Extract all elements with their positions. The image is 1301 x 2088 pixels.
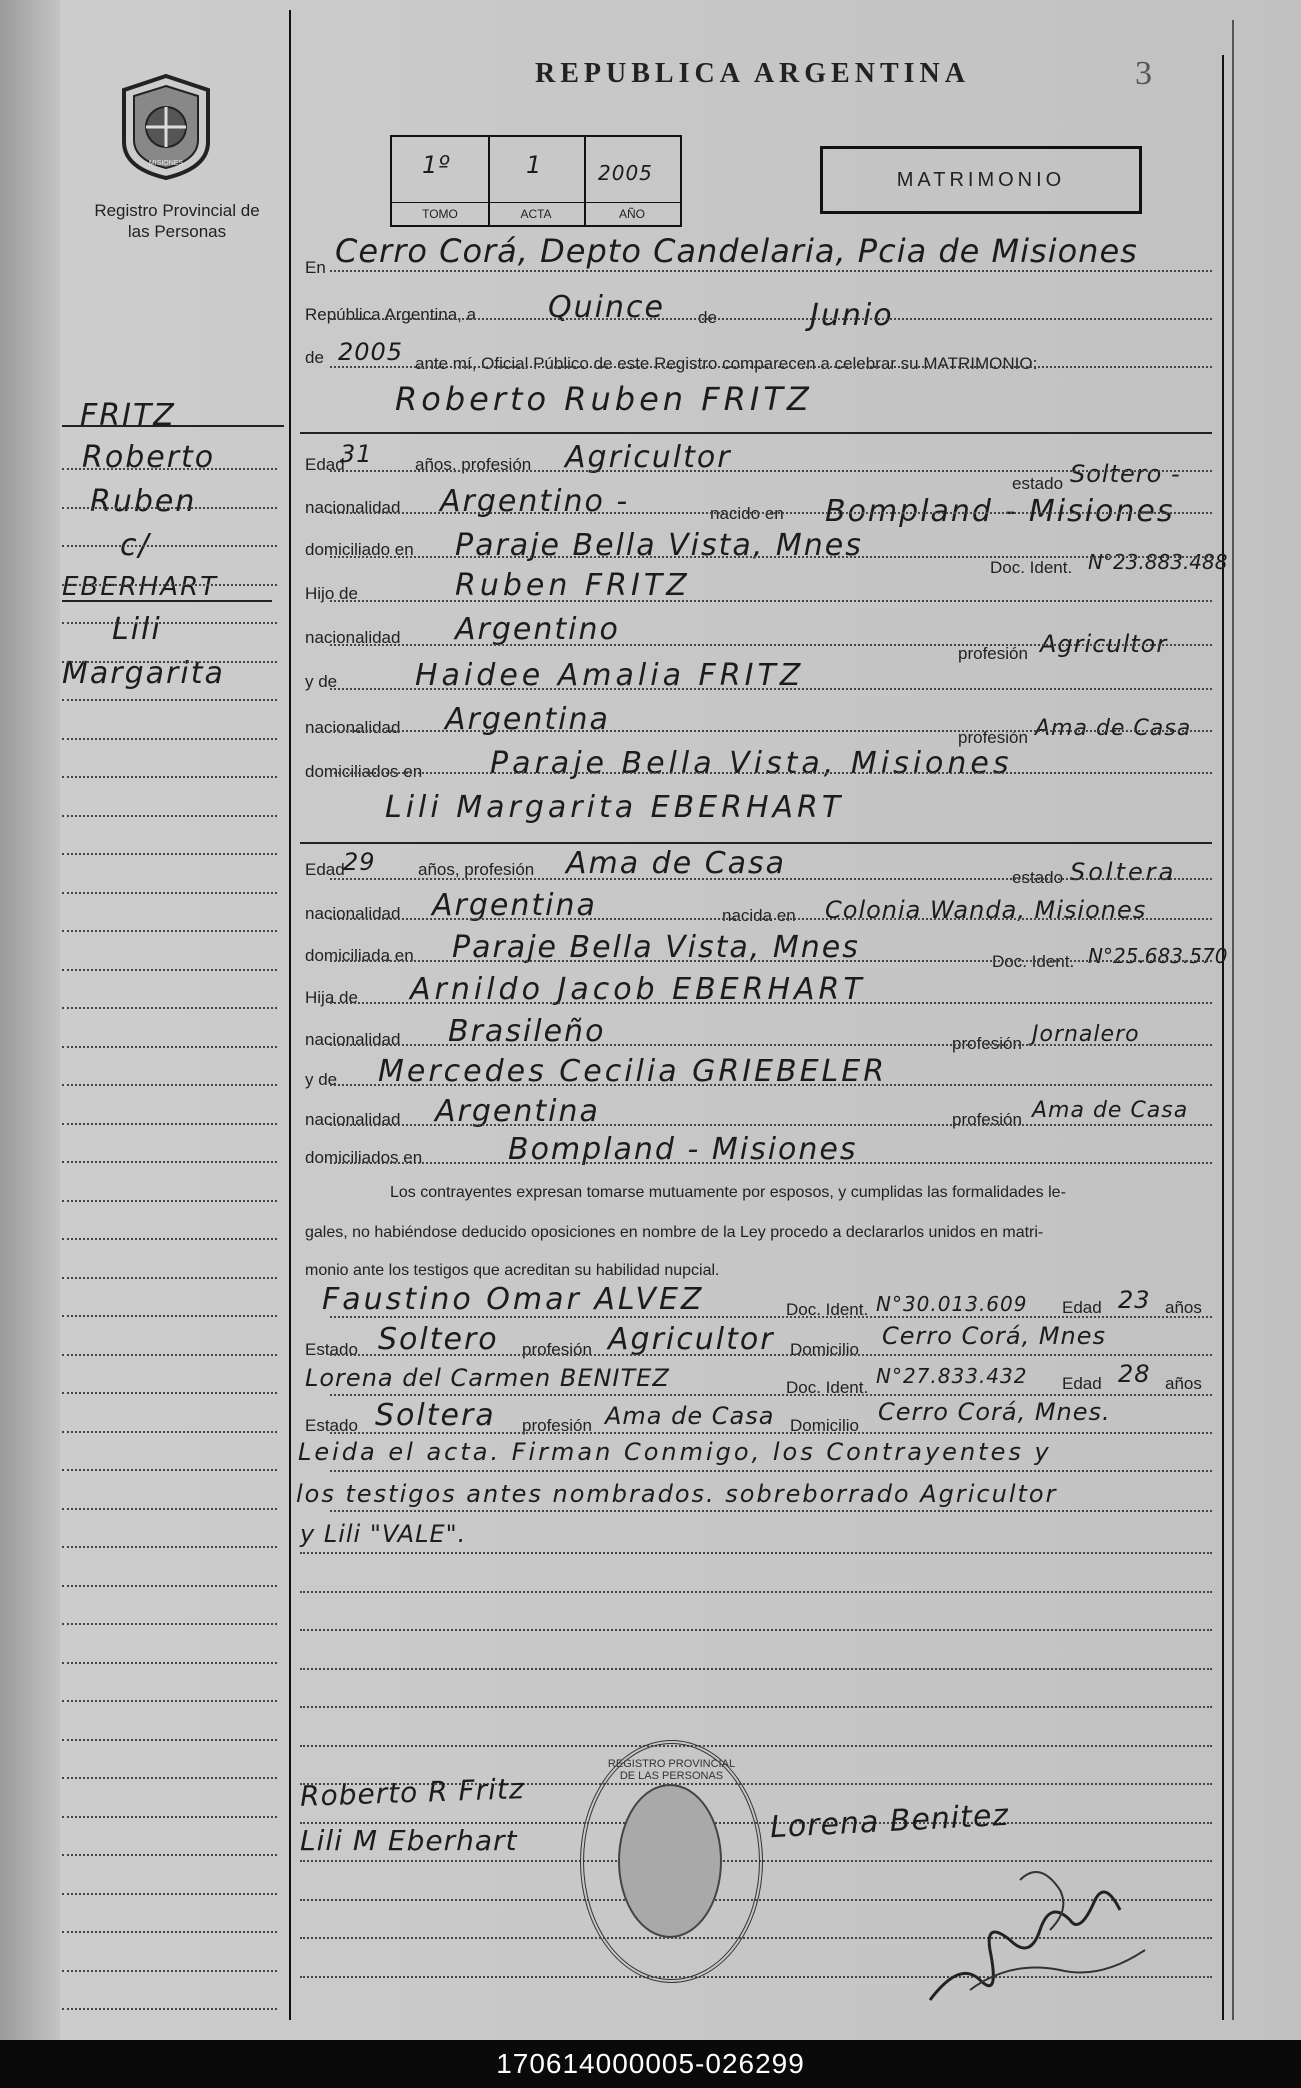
acta-label: ACTA [520,207,552,221]
document-code: 170614000005-026299 [0,2040,1301,2088]
note-line-1: Leida el acta. Firman Conmigo, los Contrayentes y [298,1438,1052,1466]
witness1-anios-label: años [1165,1298,1202,1317]
field-ruled-line [330,772,1212,774]
stamp-text: REGISTRO PROVINCIAL DE LAS PERSONAS [607,1758,736,1782]
bride-edad: 29 [343,848,376,876]
margin-line-4: c/ [120,528,151,563]
field-ruled-line [330,918,1212,920]
record-box [390,135,682,227]
registry-logo [118,72,214,182]
bride-estado-label: estado [1012,868,1064,887]
tomo-label: TOMO [422,207,458,221]
year-value: 2005 [338,338,404,366]
field-ruled-line [330,1432,1212,1434]
margin-ruled-line [62,468,277,470]
de-label: de [698,308,717,327]
field-ruled-line [330,556,1212,558]
groom-padre-prof-label: profesión [958,644,1028,663]
document-type-box: MATRIMONIO [820,146,1142,214]
bride-profesion: Ama de Casa [566,846,787,881]
groom-padre-prof: Agricultor [1040,630,1168,658]
margin-ruled-line [62,1739,277,1741]
groom-dom: Paraje Bella Vista, Mnes [455,528,863,563]
note-line-2: los testigos antes nombrados. sobreborrado Agricultor [296,1480,1058,1508]
bride-padre-prof-label: profesión [952,1034,1022,1053]
witness2-dom-label: Domicilio [790,1416,859,1435]
margin-line-5: EBERHART [62,572,219,602]
field-ruled-line [330,1044,1212,1046]
field-ruled-line [330,1124,1212,1126]
margin-ruled-line [62,1392,277,1394]
witness1-prof: Agricultor [608,1322,775,1357]
margin-line-3: Ruben [90,484,197,519]
witness2-edad-label: Edad [1062,1374,1102,1393]
bride-madre-prof: Ama de Casa [1032,1098,1189,1123]
witness1-prof-label: profesión [522,1340,592,1359]
field-ruled-line [330,1002,1212,1004]
witness1-estado: Soltero [378,1322,499,1357]
body-ruled-line [300,1745,1212,1747]
margin-line-1: FRITZ [80,398,176,433]
field-ruled-line [330,644,1212,646]
witness2-estado-label: Estado [305,1416,358,1435]
margin-ruled-line [62,1816,277,1818]
field-ruled-line [330,600,1212,602]
margin-ruled-line [62,507,277,509]
groom-madre-label: y de [305,672,338,691]
acta-value: 1 [526,151,543,179]
bride-padre-nac-label: nacionalidad [305,1030,401,1049]
field-ruled-line [330,1084,1212,1086]
field-ruled-line [330,366,1212,368]
republica-label: República Argentina, a [305,305,477,324]
groom-nac: Argentino - [440,484,630,519]
signature-groom: Roberto R Fritz [299,1772,526,1813]
binding-edge [0,0,60,2040]
groom-anios-label: años, profesión [415,455,532,474]
margin-ruled-line [62,1585,277,1587]
country-title: REPUBLICA ARGENTINA [535,58,970,89]
witness1-edad: 23 [1118,1286,1151,1314]
margin-ruled-line [62,1931,277,1933]
margin-ruled-line [62,1315,277,1317]
body-ruled-line [300,1629,1212,1631]
margin-ruled-line [62,545,277,547]
margin-ruled-line [62,1007,277,1009]
groom-madre: Haidee Amalia FRITZ [415,658,805,693]
bride-padre-prof: Jornalero [1032,1022,1140,1047]
declaration-line-1: Los contrayentes expresan tomarse mutuamente por esposos, y cumplidas las formalidades le- [390,1184,1066,1201]
bride-padres-dom-label: domiciliados en [305,1148,423,1167]
margin-ruled-line [62,584,277,586]
body-ruled-line [300,1591,1212,1593]
field-ruled-line [330,1162,1212,1164]
margin-ruled-line [62,1662,277,1664]
groom-nac-label: nacionalidad [305,498,401,517]
bride-madre-nac-label: nacionalidad [305,1110,401,1129]
margin-ruled-line [62,1508,277,1510]
bride-madre: Mercedes Cecilia GRIEBELER [378,1054,888,1089]
place-value: Cerro Corá, Depto Candelaria, Pcia de Misiones [335,232,1138,270]
margin-ruled-line [62,1277,277,1279]
bride-madre-prof-label: profesión [952,1110,1022,1129]
right-border-2 [1232,20,1234,2020]
margin-ruled-line [62,1777,277,1779]
body-ruled-line [300,1668,1212,1670]
witness2-anios-label: años [1165,1374,1202,1393]
groom-padres-dom-label: domiciliados en [305,762,423,781]
witness2-doc: N°27.833.432 [876,1364,1028,1388]
groom-padre: Ruben FRITZ [455,568,691,603]
month-value: Junio [810,298,894,333]
margin-ruled-line [62,1893,277,1895]
bride-nac-label: nacionalidad [305,904,401,923]
body-ruled-line [300,1552,1212,1554]
groom-dom-label: domiciliado en [305,540,414,559]
right-border [1222,55,1224,2020]
margin-ruled-line [62,1238,277,1240]
margin-ruled-line [62,892,277,894]
bride-madre-nac: Argentina [435,1094,600,1129]
margin-ruled-line [62,930,277,932]
declaration-line-3: monio ante los testigos que acreditan su habilidad nupcial. [305,1262,720,1279]
margin-ruled-line [62,1046,277,1048]
margin-ruled-line [62,1700,277,1702]
margin-ruled-line [62,1200,277,1202]
official-signature [920,1840,1160,2010]
groom-estado: Soltero - [1070,460,1181,488]
groom-name: Roberto Ruben FRITZ [395,380,813,418]
field-ruled-line [330,1510,1212,1512]
field-ruled-line [330,318,1212,320]
bride-dom: Paraje Bella Vista, Mnes [452,930,860,965]
bride-nacido-label: nacida en [722,906,796,925]
margin-ruled-line [62,1546,277,1548]
bride-padres-dom: Bompland - Misiones [508,1132,858,1167]
logo-text: MISIONES [148,160,184,167]
witness2-prof: Ama de Casa [605,1402,775,1430]
margin-ruled-line [62,853,277,855]
margin-ruled-line [62,738,277,740]
field-ruled-line [330,688,1212,690]
witness2-edad: 28 [1118,1360,1151,1388]
margin-line-7: Margarita [62,656,225,691]
groom-madre-nac-label: nacionalidad [305,718,401,737]
field-ruled-line [330,1394,1212,1396]
bride-anios-label: años, profesión [418,860,535,879]
margin-ruled-line [62,1469,277,1471]
witness1-edad-label: Edad [1062,1298,1102,1317]
bride-doc: N°25.683.570 [1088,944,1228,968]
margin-ruled-line [62,776,277,778]
groom-estado-label: estado [1012,474,1064,493]
groom-nacido-label: nacido en [710,504,784,523]
declaration-line-2: gales, no habiéndose deducido oposiciones en nombre de la Ley procedo a declararlos unidos en matri- [305,1224,1044,1241]
witness1-doc-label: Doc. Ident. [786,1300,869,1319]
bride-padre: Arnildo Jacob EBERHART [410,972,866,1007]
margin-divider [289,10,291,2020]
tomo-value: 1º [422,151,451,179]
bride-nac: Argentina [432,888,597,923]
body-ruled-line [300,1706,1212,1708]
bride-padre-nac: Brasileño [448,1014,606,1049]
margin-ruled-line [62,622,277,624]
field-ruled-line [330,878,1212,880]
margin-ruled-line [62,815,277,817]
witness1-dom: Cerro Corá, Mnes [882,1322,1107,1350]
field-ruled-line [330,1316,1212,1318]
bride-estado: Soltera [1070,858,1177,886]
margin-ruled-line [62,1854,277,1856]
field-ruled-line [330,960,1212,962]
groom-padre-nac: Argentino [455,612,620,647]
witness1-doc: N°30.013.609 [876,1292,1028,1316]
anio-value: 2005 [598,161,653,185]
margin-ruled-line [62,2008,277,2010]
margin-ruled-line [62,1431,277,1433]
field-ruled-line [330,730,1212,732]
margin-ruled-line [62,1084,277,1086]
official-stamp [580,1740,763,1983]
groom-edad: 31 [340,440,373,468]
anio-label: AÑO [618,207,645,221]
field-ruled-line [330,270,1212,272]
groom-padre-label: Hijo de [305,584,358,603]
margin-ruled-line [62,661,277,663]
ante-label: ante mí, Oficial Público de este Registro comparecen a celebrar su MATRIMONIO: [415,354,1038,373]
margin-ruled-line [62,969,277,971]
bride-doc-label: Doc. Ident. [992,952,1075,971]
margin-line-2: Roberto [82,440,216,475]
margin-line-6: Lili [112,612,162,647]
bride-madre-label: y de [305,1070,338,1089]
field-ruled-line [330,470,1212,472]
witness1-name: Faustino Omar ALVEZ [322,1282,705,1317]
witness2-estado: Soltera [375,1398,496,1433]
groom-madre-prof-label: profesión [958,728,1028,747]
groom-padres-dom: Paraje Bella Vista, Misiones [490,746,1013,781]
margin-ruled-line [62,699,277,701]
field-ruled-line [330,1470,1212,1472]
bride-name: Lili Margarita EBERHART [385,790,845,825]
bride-dom-label: domiciliada en [305,946,414,965]
groom-padre-nac-label: nacionalidad [305,628,401,647]
bride-edad-label: Edad [305,860,345,879]
groom-edad-label: Edad [305,455,345,474]
field-ruled-line [330,512,1212,514]
witness1-dom-label: Domicilio [790,1340,859,1359]
groom-nacido: Bompland - Misiones [825,494,1175,529]
margin-ruled-line [62,1161,277,1163]
day-value: Quince [548,290,665,325]
margin-ruled-line [62,1123,277,1125]
margin-ruled-line [62,1623,277,1625]
en-label: En [305,258,326,277]
witness2-dom: Cerro Corá, Mnes. [878,1398,1111,1426]
field-ruled-line [330,1354,1212,1356]
signature-witness: Lorena Benitez [769,1797,1010,1846]
margin-ruled-line [62,1970,277,1972]
groom-doc-label: Doc. Ident. [990,558,1073,577]
de2-label: de [305,348,324,367]
bride-nacido: Colonia Wanda, Misiones [825,896,1147,924]
bride-padre-label: Hija de [305,988,358,1007]
signature-bride: Lili M Eberhart [300,1824,518,1857]
margin-ruled-line [62,1354,277,1356]
page-number: 3 [1135,55,1152,92]
witness2-doc-label: Doc. Ident. [786,1378,869,1397]
note-line-3: y Lili "VALE". [300,1520,467,1548]
groom-doc: N°23.883.488 [1088,550,1228,574]
witness2-prof-label: profesión [522,1416,592,1435]
groom-profesion: Agricultor [565,440,732,475]
registry-name: Registro Provincial de las Personas [94,201,260,241]
groom-madre-prof: Ama de Casa [1035,716,1192,741]
groom-madre-nac: Argentina [445,702,610,737]
witness2-name: Lorena del Carmen BENITEZ [305,1364,670,1392]
witness1-estado-label: Estado [305,1340,358,1359]
